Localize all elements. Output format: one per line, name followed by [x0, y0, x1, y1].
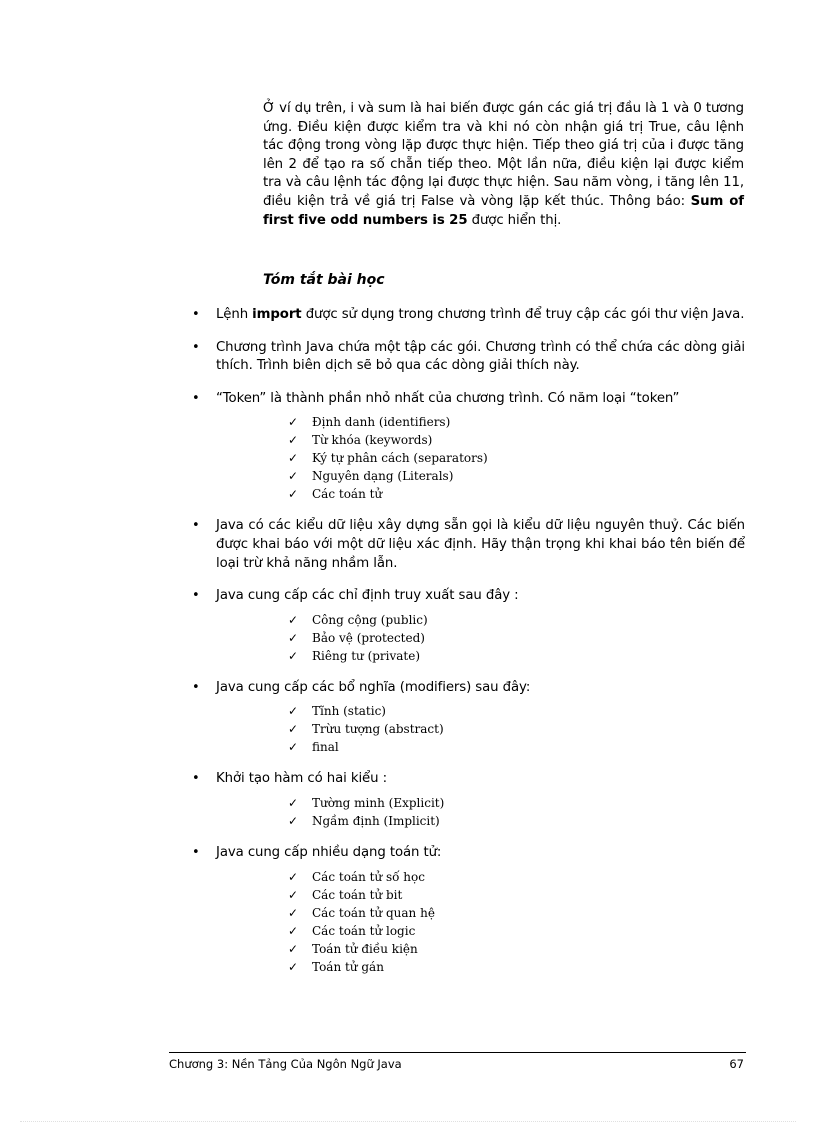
- bullet-text-before: Lệnh: [216, 307, 253, 322]
- check-icon: ✓: [288, 648, 299, 663]
- sub-item-label: Các toán tử logic: [312, 923, 416, 938]
- bullet-item: [0, 587, 816, 665]
- sub-item: [288, 922, 816, 940]
- sub-item: [288, 467, 816, 485]
- check-icon: ✓: [288, 612, 299, 627]
- bullet-icon: •: [192, 679, 200, 695]
- sub-item-label: Các toán tử: [312, 487, 383, 502]
- check-icon: ✓: [288, 923, 299, 938]
- sub-item: [288, 720, 816, 738]
- sub-item: [288, 413, 816, 431]
- bullet-text: Khởi tạo hàm có hai kiểu :: [216, 771, 387, 787]
- check-icon: ✓: [288, 704, 299, 719]
- intro-text-after: được hiển thị.: [467, 212, 562, 228]
- bullet-item: [0, 306, 816, 325]
- bullet-icon: •: [192, 771, 200, 787]
- sub-item: [288, 868, 816, 886]
- check-icon: ✓: [288, 887, 299, 902]
- check-icon: ✓: [288, 415, 299, 430]
- check-icon: ✓: [288, 451, 299, 466]
- bullet-text: Java cung cấp các bổ nghĩa (modifiers) sau đây:: [216, 679, 531, 695]
- sub-item-label: Từ khóa (keywords): [312, 433, 433, 448]
- bullet-item: [0, 390, 816, 504]
- sub-item-label: Riêng tư (private): [312, 648, 421, 663]
- page-edge-divider: [20, 1121, 796, 1122]
- check-icon: ✓: [288, 941, 299, 956]
- sub-item: [288, 794, 816, 812]
- bullet-item: [0, 844, 816, 976]
- sub-item-label: Định danh (identifiers): [312, 415, 451, 430]
- sub-item-label: Tĩnh (static): [312, 704, 386, 719]
- sub-item: [288, 702, 816, 720]
- page-number: 67: [729, 1057, 744, 1071]
- bullet-icon: •: [192, 339, 200, 355]
- bullet-keyword: import: [252, 307, 302, 322]
- bullet-text: Java cung cấp nhiều dạng toán tử:: [216, 844, 442, 860]
- sub-item-label: Toán tử gán: [312, 959, 384, 974]
- intro-text-before: Ở ví dụ trên, i và sum là hai biến được gán các giá trị đầu là 1 và 0 tương ứng. Điều kiện được kiểm tra và khi nó còn nhận giá trị True, câu lệnh tác động trong vòng lặp được thực hiện. Tiếp theo giá trị của i được tăng lên 2 để tạo ra số chẵn tiếp theo. Một lần nữa, điều kiện lại được kiểm tra và câu lệnh tác động lại được thực hiện. Sau năm vòng, i tăng lên 11, điều kiện trả về giá trị False và vòng lặp kết thúc. Thông báo:: [263, 101, 744, 209]
- sub-item: [288, 812, 816, 830]
- sub-list: [288, 868, 816, 976]
- summary-title: Tóm tắt bài học: [263, 272, 385, 288]
- sub-item-label: Trừu tượng (abstract): [312, 722, 444, 737]
- sub-item-label: Các toán tử quan hệ: [312, 905, 435, 920]
- bullet-item: [0, 339, 816, 376]
- check-icon: ✓: [288, 433, 299, 448]
- sub-item: [288, 958, 816, 976]
- footer-divider: [169, 1052, 746, 1053]
- check-icon: ✓: [288, 630, 299, 645]
- sub-item: [288, 431, 816, 449]
- sub-item: [288, 629, 816, 647]
- sub-item-label: Nguyên dạng (Literals): [312, 469, 454, 484]
- sub-list: [288, 611, 816, 665]
- check-icon: ✓: [288, 487, 299, 502]
- sub-item: [288, 940, 816, 958]
- bullet-text: Chương trình Java chứa một tập các gói. Chương trình có thể chứa các dòng giải thích. Trình biên dịch sẽ bỏ qua các dòng giải thích này.: [216, 339, 745, 374]
- sub-item-label: Công cộng (public): [312, 612, 428, 627]
- footer-chapter-title: Chương 3: Nền Tảng Của Ngôn Ngữ Java: [169, 1057, 402, 1071]
- check-icon: ✓: [288, 722, 299, 737]
- intro-paragraph: [263, 100, 744, 230]
- check-icon: ✓: [288, 905, 299, 920]
- bullet-item: [0, 517, 816, 573]
- check-icon: ✓: [288, 795, 299, 810]
- sub-item: [288, 738, 816, 756]
- sub-list: [288, 413, 816, 503]
- sub-list: [288, 702, 816, 756]
- sub-item-label: Toán tử điều kiện: [312, 941, 418, 956]
- sub-item: [288, 485, 816, 503]
- sub-item-label: Các toán tử số học: [312, 869, 425, 884]
- check-icon: ✓: [288, 959, 299, 974]
- sub-item-label: final: [312, 740, 339, 755]
- sub-item-label: Tường minh (Explicit): [312, 795, 445, 810]
- check-icon: ✓: [288, 813, 299, 828]
- sub-item: [288, 449, 816, 467]
- sub-item: [288, 886, 816, 904]
- intro-bold-message: Sum of first five odd numbers is 25: [263, 193, 744, 228]
- bullet-icon: •: [192, 390, 200, 406]
- sub-item-label: Ngầm định (Implicit): [312, 813, 440, 828]
- bullet-icon: •: [192, 518, 200, 534]
- sub-list: [288, 794, 816, 830]
- bullet-icon: •: [192, 844, 200, 860]
- bullet-text: [216, 306, 745, 325]
- summary-list: [0, 306, 816, 990]
- bullet-icon: •: [192, 588, 200, 604]
- check-icon: ✓: [288, 469, 299, 484]
- bullet-text: Java cung cấp các chỉ định truy xuất sau đây :: [216, 588, 519, 604]
- bullet-text: “Token” là thành phần nhỏ nhất của chương trình. Có năm loại “token”: [216, 390, 680, 406]
- check-icon: ✓: [288, 740, 299, 755]
- sub-item: [288, 647, 816, 665]
- sub-item: [288, 611, 816, 629]
- sub-item: [288, 904, 816, 922]
- sub-item-label: Các toán tử bit: [312, 887, 403, 902]
- sub-item-label: Bảo vệ (protected): [312, 630, 425, 645]
- bullet-text-after: được sử dụng trong chương trình để truy cập các gói thư viện Java.: [301, 307, 745, 322]
- bullet-item: [0, 770, 816, 830]
- bullet-item: [0, 679, 816, 757]
- sub-item-label: Ký tự phân cách (separators): [312, 451, 488, 466]
- bullet-icon: •: [192, 307, 200, 322]
- check-icon: ✓: [288, 869, 299, 884]
- bullet-text: Java có các kiểu dữ liệu xây dựng sẵn gọi là kiểu dữ liệu nguyên thuỷ. Các biến được khai báo với một dữ liệu xác định. Hãy thận trọng khi khai báo tên biến để loại trừ khả năng nhầm lẫn.: [216, 518, 745, 571]
